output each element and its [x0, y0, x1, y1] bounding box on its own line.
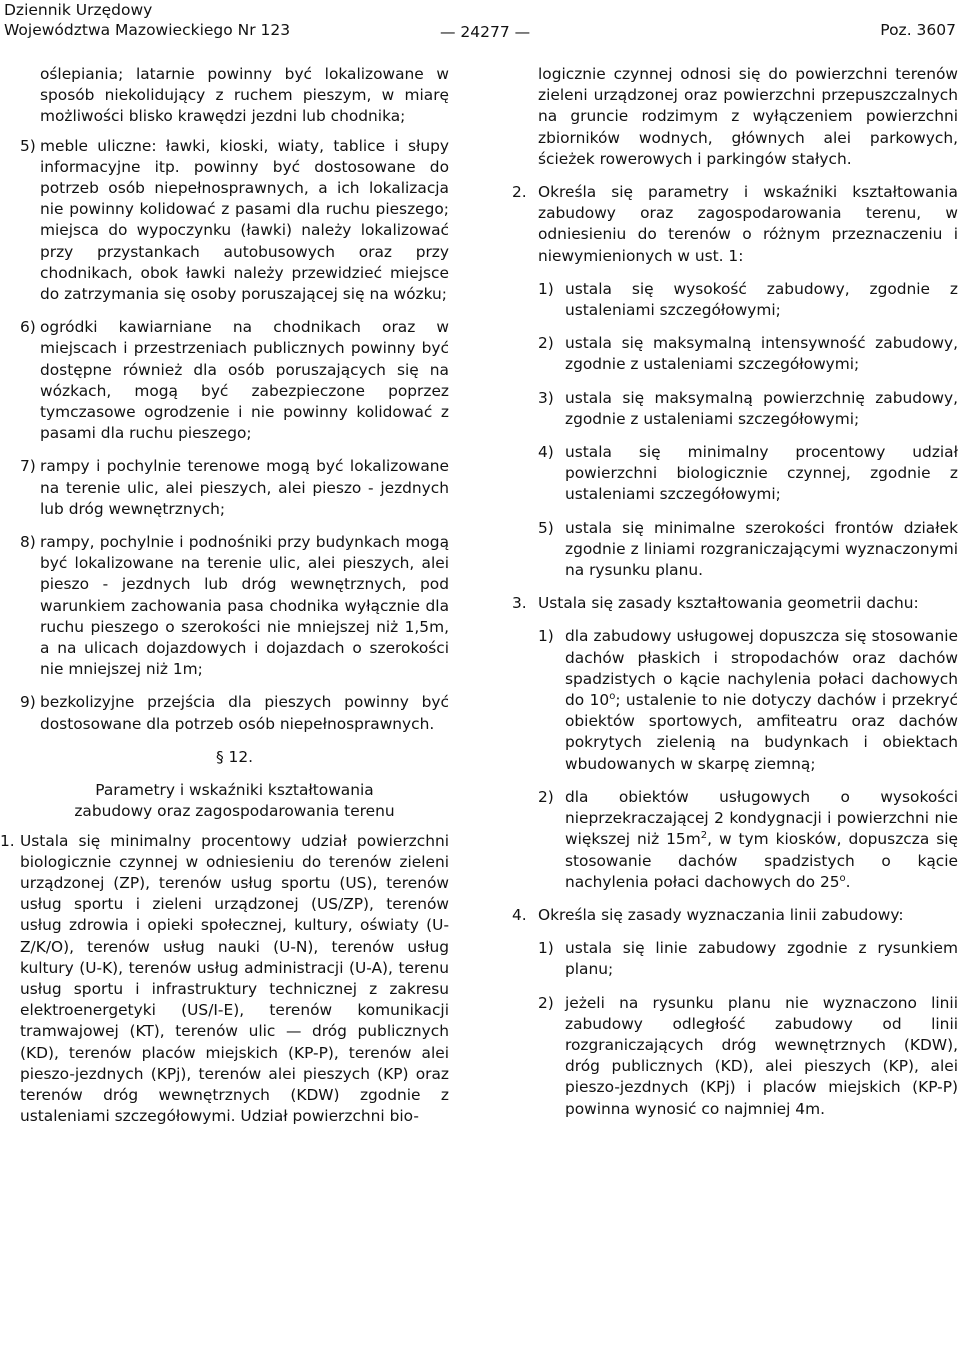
list-item-continued	[20, 64, 449, 128]
section-title-line-1: Parametry i wskaźniki kształtowania	[95, 781, 374, 800]
list-item: 8) rampy, pochylnie i podnośniki przy budynkach mogą być lokalizowane na terenie ulic, alei pieszych, alei pieszo - jezdnych lub dróg wewnętrznych, pod warunkiem zachowania pasa chodnika wyłącznie dla ruchu pieszego o szerokości nie mniejszej niż 1,5m, a na ulicach dojazdowych i dojazdach o szerokości nie mniejszej niż 1m;	[20, 533, 449, 679]
square-superscript: 2	[700, 830, 708, 842]
journal-name: Dziennik Urzędowy	[4, 1, 153, 19]
list-item: 4) ustala się minimalny procentowy udział powierzchni biologicznie czynnej, zgodnie z ustaleniami szczegółowymi;	[538, 443, 958, 504]
list-item: 2) dla obiektów usługowych o wysokości nieprzekraczającej 2 kondygnacji i powierzchni nie większej niż $15m^2$, w tym kiosków, dopuszcza się stosowanie dachów spadzistych o kącie nachylenia połaci dachowych do 25$^o$.	[538, 787, 958, 891]
list-item: 5) ustala się minimalne szerokości frontów działek zgodnie z liniami rozgraniczającymi wyznaczonymi na rysunku planu.	[538, 518, 958, 580]
list-item: 1) ustala się wysokość zabudowy, zgodnie z ustaleniami szczegółowymi;	[538, 279, 958, 320]
list-item: 7) rampy i pochylnie terenowe mogą być lokalizowane na terenie ulic, alei pieszych, alei pieszo - jezdnych lub dróg wewnętrznych;	[20, 457, 449, 518]
list-item: 9) bezkolizyjne przejścia dla pieszych powinny być dostosowane dla potrzeb osób niepełnosprawnych.	[20, 693, 449, 733]
list-item: 5) meble uliczne: ławki, kioski, wiaty, tablice i słupy informacyjne itp. powinny być dostosowane do potrzeb osób niepełnosprawnych, a ich lokalizacja nie powinny kolidować z pasami dla ruchu pieszego; miejsca do wypoczynku (ławki) należy lokalizować przy przystankach autobusowych oraz przy chodnikach, obok ławki należy przewidzieć miejsce do zatrzymania się osoby poruszającej się na wózku;	[20, 136, 449, 304]
section-title-line-2: zabudowy oraz zagospodarowania terenu	[74, 802, 395, 821]
list-item: 1) dla zabudowy usługowej dopuszcza się stosowanie dachów płaskich i stropodachów oraz dachów spadzistych o kącie nachylenia połaci dachowych do 10$^o$; ustalenie to nie dotyczy dachów i przekryć obiektów sportowych, amfiteatru oraz dachów pokrytych zielenią na budynkach i obiektach wbudowanych w skarpę ziemną;	[538, 627, 958, 773]
left-column	[0, 64, 449, 1127]
position-number: Poz. 3607	[880, 21, 956, 39]
list-item: 1) ustala się linie zabudowy zgodnie z rysunkiem planu;	[538, 939, 958, 979]
list-item: 2) ustala się maksymalną intensywność zabudowy, zgodnie z ustaleniami szczegółowymi;	[538, 334, 958, 374]
province-issue: Województwa Mazowieckiego Nr 123	[4, 21, 291, 39]
numbered-point: 1. Ustala się minimalny procentowy udział powierzchni biologicznie czynnej w odniesieniu do terenów zieleni urządzonej (ZP), terenów usług sportu (US), terenów usług sportu i zieleni urządzonej (US/ZP), terenów usług zdrowia i opieki społecznej, kultury, oświaty (U-Z/K/O), terenów usług nauki (U-N), terenów usług kultury (U-K), terenów usług administracji (U-A), terenu usług sportu i infrastruktury technicznej z zakresu elektroenergetyki (US/I-E), terenów komunikacji tramwajowej (KT), terenów ulic — dróg publicznych (KD), terenów placów miejskich (KP-P), terenów alei pieszo-jezdnych (KPj), terenów alei pieszych (KP) oraz terenów dróg wewnętrznych (KDW) zgodnie z ustaleniami szczegółowymi. Udział powierzchni bio-	[0, 831, 449, 1126]
page-header	[4, 0, 956, 44]
numbered-point-continued: logicznie czynnej odnosi się do powierzchni terenów zieleni urządzonej oraz powierzchni przepuszczalnych na gruncie rodzimym z wyłączeniem powierzchni zbiorników wodnych, głównych alei parkowych, ścieżek rowerowych i parkingów stałych.	[538, 65, 958, 168]
numbered-point: 3. Ustala się zasady kształtowania geometrii dachu:	[512, 594, 919, 613]
degree-superscript: o	[839, 872, 846, 884]
list-item: 6) ogródki kawiarniane na chodnikach oraz w miejscach i przestrzeniach publicznych powinny być dostępne również dla osób poruszających się na wózkach, mogą być zabezpieczone poprzez tymczasowe ogrodzenie i nie powinny kolidować z pasami dla ruchu pieszego;	[20, 318, 449, 443]
page-number: — 24277 —	[440, 23, 531, 41]
degree-superscript: o	[609, 690, 616, 702]
list-item: 2) jeżeli na rysunku planu nie wyznaczono linii zabudowy odległość zabudowy od linii rozgraniczających dróg wewnętrznych (KDW), dróg publicznych (KD), alei pieszych (KP), alei pieszo-jezdnych (KPj) i placów miejskich (KP-P) powinna wynosić co najmniej 4m.	[538, 993, 958, 1118]
right-column	[512, 64, 958, 1120]
list-item: 3) ustala się maksymalną powierzchnię zabudowy, zgodnie z ustaleniami szczegółowymi;	[538, 388, 958, 428]
numbered-point: 2. Określa się parametry i wskaźniki kształtowania zabudowy oraz zagospodarowania terenu, w odniesieniu do terenów o różnym przeznaczeniu i niewymienionych w ust. 1:	[512, 183, 958, 265]
continued-text: oślepiania; latarnie powinny być lokalizowane w sposób niekolidujący z ruchem pieszym, w miarę możliwości blisko krawędzi jezdni lub chodnika;	[40, 65, 449, 126]
section-sign: § 12.	[215, 747, 254, 766]
numbered-point: 4. Określa się zasady wyznaczania linii zabudowy:	[512, 905, 904, 924]
